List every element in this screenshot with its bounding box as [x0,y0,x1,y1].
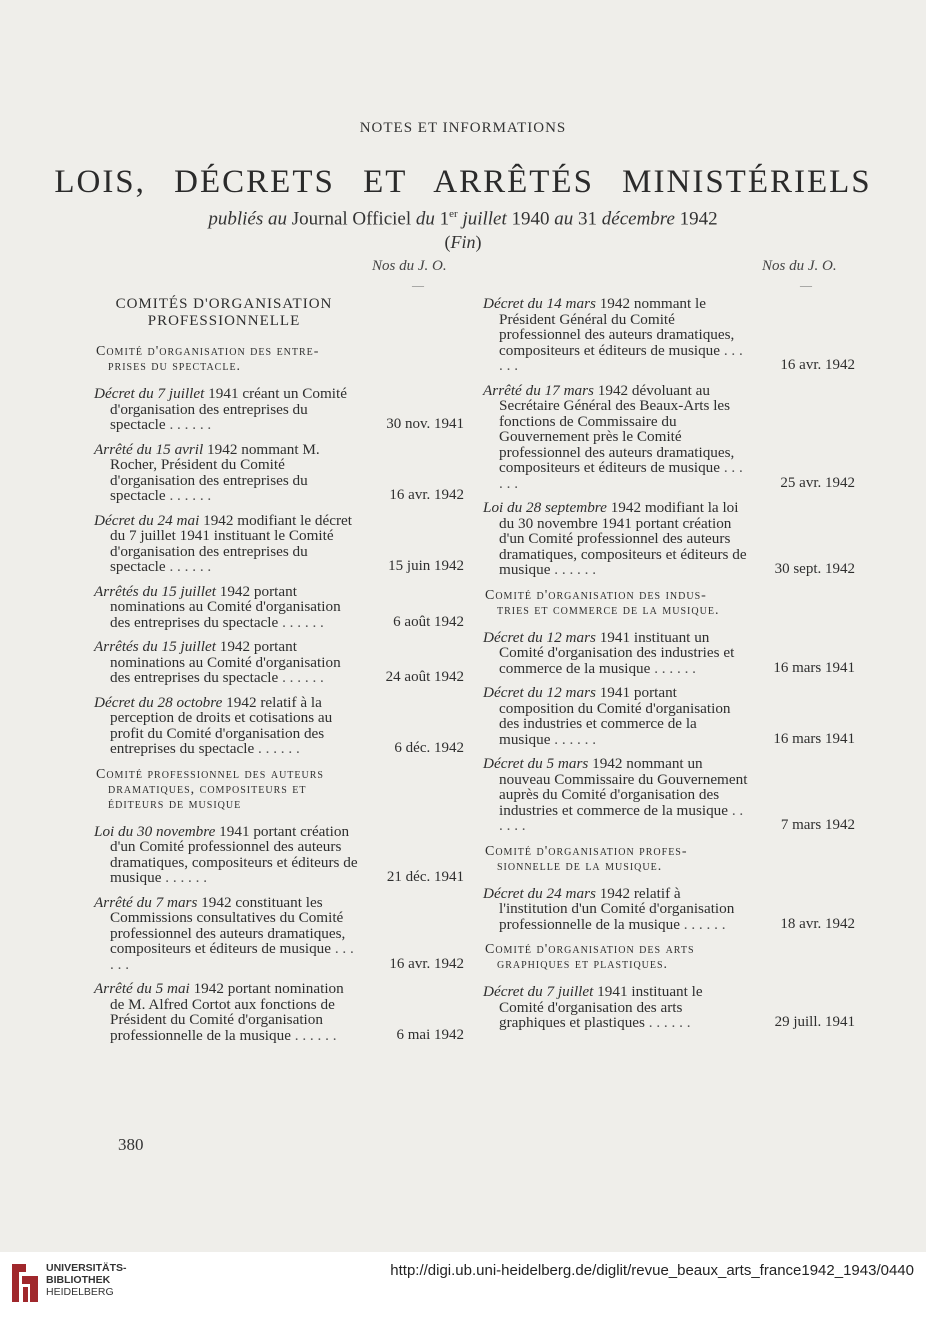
section-title: Comité professionnel des auteurs dramatiques, compositeurs et éditeurs de musique [96,766,324,812]
list-item [481,984,855,1031]
entry-text: Arrêté du 7 mars 1942 constituant les Commissions consultatives du Comité professionnel des auteurs dramatiques, compositeurs et éditeurs de musique . . . . . . [94,893,354,973]
jo-date: 16 mars 1941 [773,659,855,676]
jo-date: 6 mai 1942 [396,1026,464,1043]
entry-text: Arrêté du 15 avril 1942 nommant M. Rocher, Président du Comité d'organisation des entreprises du spectacle . . . . . . [94,440,320,504]
footer-bar [0,1252,926,1320]
nos-dash-left: — [412,278,424,292]
list-item [481,383,855,492]
list-item [92,895,464,973]
entry-list [481,296,855,578]
entry-text: Arrêté du 5 mai 1942 portant nomination de M. Alfred Cortot aux fonctions de Président du Comité d'organisation professionnelle de la musique . . . . . . [94,980,344,1044]
library-logo-icon [10,1260,40,1306]
list-item [92,513,464,575]
jo-date: 24 août 1942 [385,669,464,685]
jo-date: 21 déc. 1941 [386,869,464,885]
list-item [92,386,464,433]
entry-text: Décret du 7 juillet 1941 créant un Comité d'organisation des entreprises du spectacle . . . . . . [94,385,347,433]
list-item [92,639,464,686]
list-item [92,695,464,757]
subtitle: publiés au Journal Officiel du 1er juillet 1940 au 31 décembre 1942 [208,208,718,230]
entry-text: Décret du 12 mars 1941 portant composition du Comité d'organisation des industries et commerce de la musique . . . . . . [483,684,731,748]
list-item [481,685,855,747]
list-item [481,296,855,374]
jo-date: 30 sept. 1942 [774,561,855,577]
jo-date: 16 avr. 1942 [780,357,855,373]
list-item [92,981,464,1043]
section-title: Comité d'organisation des entre- prises du spectacle. [96,344,320,374]
list-item [92,442,464,504]
jo-date: 7 mars 1942 [780,817,855,833]
left-column [92,296,464,1052]
entry-list [92,824,464,1044]
entry-text: Arrêté du 17 mars 1942 dévoluant au Secrétaire Général des Beaux-Arts les fonctions de Commissaire du Gouvernement près le Comité professionnel des auteurs dramatiques, compositeurs et éditeurs de musique . . . . . . [483,381,743,492]
entry-text: Arrêtés du 15 juillet 1942 portant nominations au Comité d'organisation des entreprises du spectacle . . . . . . [94,638,341,686]
entry-list [481,630,855,834]
entry-text: Décret du 14 mars 1942 nommant le Président Général du Comité professionnel des auteurs dramatiques, compositeurs et éditeurs de musique . . . . . . [483,295,743,374]
jo-date: 29 juill. 1941 [774,1014,855,1030]
right-column [481,296,855,1040]
jo-date: 6 déc. 1942 [394,740,464,756]
entry-text: Décret du 5 mars 1942 nommant un nouveau Commissaire du Gouvernement auprès du Comité d'organisation des industries et commerce de la musique . . . . . . [483,755,748,834]
jo-date: 25 avr. 1942 [780,474,855,491]
nos-label-left: Nos du J. O. [372,258,447,274]
entry-text: Loi du 30 novembre 1941 portant création d'un Comité professionnel des auteurs dramatiques, compositeurs et éditeurs de musique . . . . . . [94,822,358,886]
entry-list [92,386,464,757]
jo-date: 16 avr. 1942 [389,955,464,972]
list-item [92,584,464,631]
nos-dash-right: — [800,278,812,292]
list-item [481,630,855,677]
section-title: Comité d'organisation profes- sionnelle de la musique. [485,843,688,874]
jo-date: 16 avr. 1942 [389,487,464,503]
jo-date: 16 mars 1941 [773,730,855,747]
entry-text: Décret du 28 octobre 1942 relatif à la perception de droits et cotisations au profit du Comité d'organisation des entreprises du spectacle . . . . . . [94,693,333,757]
nos-label-right: Nos du J. O. [762,258,837,274]
list-item [481,886,855,933]
entry-text: Décret du 24 mai 1942 modifiant le décret du 7 juillet 1941 instituant le Comité d'organisation des entreprises du spectacle . . . . . . [94,511,352,575]
entry-list [481,984,855,1031]
list-item [92,824,464,886]
list-item [481,500,855,578]
entry-text: Décret du 12 mars 1941 instituant un Comité d'organisation des industries et commerce de la musique . . . . . . [483,628,735,677]
fin-label: (Fin) [444,232,482,252]
entry-text: Arrêtés du 15 juillet 1942 portant nominations au Comité d'organisation des entreprises du spectacle . . . . . . [94,582,341,631]
page-number: 380 [118,1135,144,1154]
jo-date: 30 nov. 1941 [386,416,464,432]
section-title: Comité d'organisation des arts graphiques et plastiques. [485,942,695,972]
entry-list [481,886,855,933]
entry-text: Décret du 7 juillet 1941 instituant le Comité d'organisation des arts graphiques et plastiques . . . . . . [483,983,703,1031]
library-logo-text: UNIVERSITÄTS- BIBLIOTHEK HEIDELBERG [46,1262,127,1298]
page-title: LOIS, DÉCRETS ET ARRÊTÉS MINISTÉRIELS [54,164,872,200]
running-head: NOTES ET INFORMATIONS [359,120,567,136]
source-url-link[interactable]: http://digi.ub.uni-heidelberg.de/diglit/revue_beaux_arts_france1942_1943/0440 [390,1262,914,1279]
jo-date: 6 août 1942 [393,613,464,630]
jo-date: 15 juin 1942 [388,558,464,574]
entry-text: Loi du 28 septembre 1942 modifiant la loi du 30 novembre 1941 portant création d'un Comité professionnel des auteurs dramatiques, compositeurs et éditeurs de musique . . . . . . [483,499,747,578]
entry-text: Décret du 24 mars 1942 relatif à l'institution d'un Comité d'organisation professionnelle de la musique . . . . . . [483,884,735,933]
jo-date: 18 avr. 1942 [780,915,855,932]
list-item [481,756,855,834]
section-title: Comité d'organisation des indus- tries et commerce de la musique. [485,587,720,618]
section-heading: COMITÉS D'ORGANISATION PROFESSIONNELLE [115,296,333,329]
